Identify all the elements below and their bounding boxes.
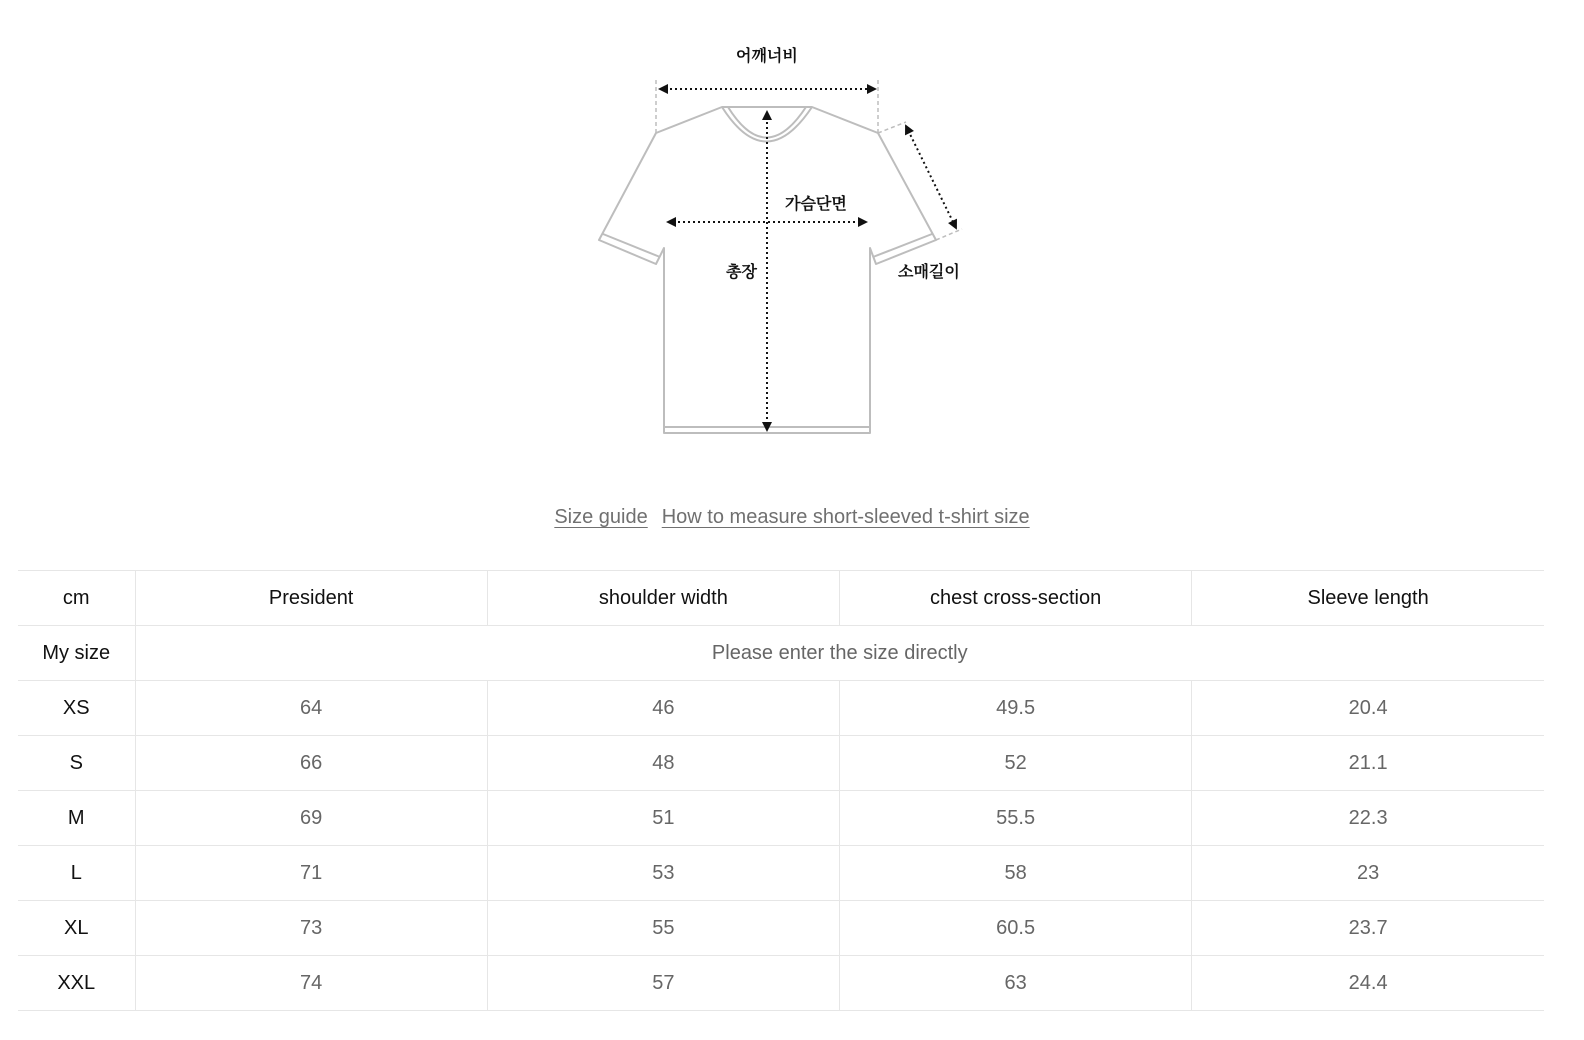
table-cell: 21.1 — [1192, 736, 1544, 791]
size-guide-link[interactable]: Size guide — [554, 506, 648, 528]
table-cell: 64 — [135, 681, 487, 736]
tshirt-outline — [599, 107, 936, 433]
header-total-length: President — [135, 571, 487, 626]
header-unit: cm — [18, 571, 135, 626]
size-label: XXL — [18, 956, 135, 1011]
my-size-input-prompt[interactable]: Please enter the size directly — [135, 626, 1544, 681]
table-cell: 46 — [487, 681, 839, 736]
measure-arrows — [660, 89, 956, 430]
size-label: L — [18, 846, 135, 901]
table-cell: 63 — [840, 956, 1192, 1011]
table-cell: 53 — [487, 846, 839, 901]
table-cell: 60.5 — [840, 901, 1192, 956]
table-cell: 51 — [487, 791, 839, 846]
how-to-measure-link[interactable]: How to measure short-sleeved t-shirt size — [661, 506, 1030, 528]
size-label: XS — [18, 681, 135, 736]
table-cell: 66 — [135, 736, 487, 791]
my-size-label: My size — [18, 626, 135, 681]
table-cell: 49.5 — [840, 681, 1192, 736]
table-cell: 48 — [487, 736, 839, 791]
table-cell: 24.4 — [1192, 956, 1544, 1011]
size-label: XL — [18, 901, 135, 956]
sleeve-arrow — [906, 126, 956, 228]
table-cell: 22.3 — [1192, 791, 1544, 846]
total-length-label: 총장 — [726, 262, 757, 281]
table-cell: 23.7 — [1192, 901, 1544, 956]
table-row — [18, 901, 1544, 956]
header-shoulder-width: shoulder width — [487, 571, 839, 626]
header-chest: chest cross-section — [840, 571, 1192, 626]
header-sleeve-length: Sleeve length — [1192, 571, 1544, 626]
table-cell: 55.5 — [840, 791, 1192, 846]
shoulder-width-label: 어깨너비 — [736, 46, 798, 65]
table-cell: 52 — [840, 736, 1192, 791]
table-cell: 71 — [135, 846, 487, 901]
table-cell: 20.4 — [1192, 681, 1544, 736]
guide-lines — [656, 80, 962, 240]
size-table — [18, 570, 1544, 1011]
table-cell: 69 — [135, 791, 487, 846]
table-cell: 23 — [1192, 846, 1544, 901]
table-row — [18, 846, 1544, 901]
table-cell: 57 — [487, 956, 839, 1011]
tshirt-measure-diagram — [590, 36, 980, 446]
guide-links — [0, 503, 1584, 531]
table-cell: 58 — [840, 846, 1192, 901]
table-row — [18, 736, 1544, 791]
size-label: M — [18, 791, 135, 846]
table-cell: 74 — [135, 956, 487, 1011]
sleeve-length-label: 소매길이 — [898, 262, 960, 281]
chest-label: 가슴단면 — [785, 194, 847, 213]
table-cell: 55 — [487, 901, 839, 956]
table-cell: 73 — [135, 901, 487, 956]
table-row — [18, 791, 1544, 846]
table-row — [18, 681, 1544, 736]
my-size-row — [18, 626, 1544, 681]
size-label: S — [18, 736, 135, 791]
table-header-row — [18, 571, 1544, 626]
table-row — [18, 956, 1544, 1011]
tshirt-illustration — [590, 36, 980, 446]
